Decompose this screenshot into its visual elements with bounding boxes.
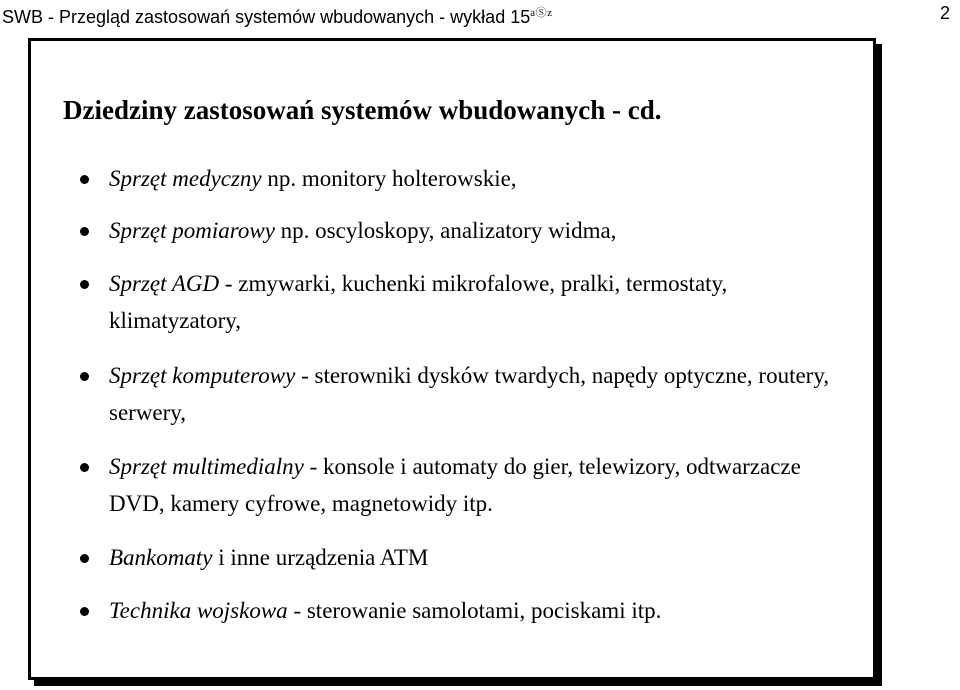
bullet-text <box>109 265 840 339</box>
bullet-item-medical <box>80 160 840 197</box>
bullet-dot-icon <box>80 175 89 184</box>
bullet-dot-icon <box>80 463 89 472</box>
bullet-dot-icon <box>80 554 89 563</box>
bullet-term: Sprzęt komputerowy <box>109 363 296 388</box>
bullet-term: Sprzęt multimedialny <box>109 454 304 479</box>
slide-title: Dziedziny zastosowań systemów wbudowanych - cd. <box>63 95 662 125</box>
bullet-term: Sprzęt medyczny <box>109 166 262 191</box>
bullet-dot-icon <box>80 227 89 236</box>
bullet-text <box>109 212 840 249</box>
bullet-text <box>109 357 840 431</box>
bullet-description: - konsole i automaty do gier, telewizory, odtwarzacze DVD, kamery cyfrowe, magnetowidy itp. <box>109 454 801 516</box>
bullet-dot-icon <box>80 372 89 381</box>
bullet-text <box>109 448 840 522</box>
bullet-term: Technika wojskowa <box>109 598 288 623</box>
bullet-term: Sprzęt pomiarowy <box>109 218 275 243</box>
bullet-text <box>109 160 840 197</box>
bullet-item-multimedia <box>80 448 840 522</box>
bullet-item-military <box>80 592 840 629</box>
bullet-description: np. monitory holterowskie, <box>261 166 517 191</box>
bullet-dot-icon <box>80 280 89 289</box>
bullet-description: - sterowanie samolotami, pociskami itp. <box>287 598 662 623</box>
bullet-term: Bankomaty <box>109 545 213 570</box>
bullet-term: Sprzęt AGD <box>109 271 220 296</box>
bullet-item-measurement <box>80 212 840 249</box>
bullet-description: i inne urządzenia ATM <box>212 545 429 570</box>
header-superscript: aⓈz <box>530 7 553 19</box>
bullet-dot-icon <box>80 607 89 616</box>
header-title-text: SWB - Przegląd zastosowań systemów wbudowanych - wykład 15 <box>2 7 531 27</box>
bullet-description: np. oscyloskopy, analizatory widma, <box>274 218 617 243</box>
bullet-text <box>109 539 840 576</box>
bullet-item-computer <box>80 357 840 431</box>
header-title <box>2 2 553 28</box>
bullet-item-atm <box>80 539 840 576</box>
bullet-description: - sterowniki dysków twardych, napędy optyczne, routery, serwery, <box>109 363 830 425</box>
bullet-description: - zmywarki, kuchenki mikrofalowe, pralki, termostaty, klimatyzatory, <box>109 271 728 333</box>
bullet-item-agd <box>80 265 840 339</box>
bullet-text <box>109 592 840 629</box>
page-number: 2 <box>939 3 950 23</box>
